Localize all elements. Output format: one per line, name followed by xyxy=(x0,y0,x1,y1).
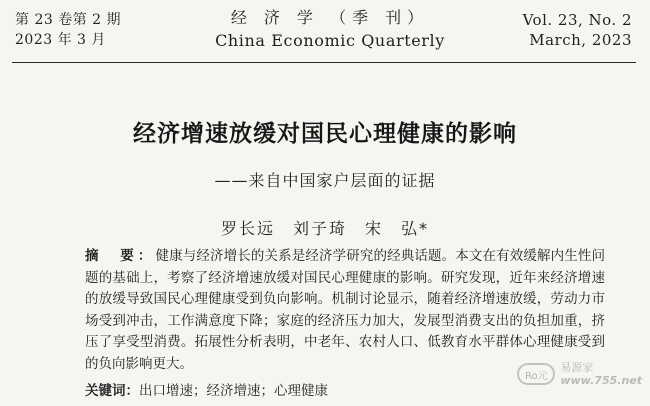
issue-info-en xyxy=(523,10,632,50)
author-list: 罗长远 刘子琦 宋 弘* xyxy=(220,219,429,238)
keywords xyxy=(85,381,328,401)
journal-name-en: China Economic Quarterly xyxy=(215,31,445,50)
watermark-name: 易源家 xyxy=(560,361,594,374)
keywords-text: 出口增速；经济增速；心理健康 xyxy=(139,383,328,399)
site-watermark xyxy=(517,361,642,387)
paper-subtitle: ——来自中国家户层面的证据 xyxy=(214,171,436,190)
issue-info xyxy=(15,10,121,50)
watermark-text xyxy=(560,361,642,387)
volume-issue-en: Vol. 23, No. 2 xyxy=(522,11,632,29)
watermark-url: www.755.net xyxy=(560,374,642,387)
journal-name-cn: 经 济 学 （季 刊） xyxy=(230,8,430,27)
publication-date: 2023 年 3 月 xyxy=(15,32,106,48)
publication-date-en: March, 2023 xyxy=(529,31,632,49)
abstract-label: 摘 要： xyxy=(85,248,156,264)
watermark-logo-icon: Ro元 xyxy=(517,363,555,385)
keywords-label: 关键词： xyxy=(85,383,139,399)
abstract-text: 健康与经济增长的关系是经济学研究的经典话题。本文在有效缓解内生性问题的基础上，考察了经济增速放缓对国民心理健康的影响。研究发现，近年来经济增速的放缓导致国民心理健康受到负向影响。机制讨论显示，随着经济增速放缓，劳动力市场受到冲击，工作满意度下降；家庭的经济压力加大，发展型消费支出的负担加重，挤压了享受型消费。拓展性分析表明，中老年、农村人口、低教育水平群体心理健康受到的负向影响更大。 xyxy=(85,248,605,372)
paper-title: 经济增速放缓对国民心理健康的影响 xyxy=(133,121,517,147)
abstract xyxy=(85,246,605,375)
volume-issue: 第 23 卷第 2 期 xyxy=(15,12,122,28)
journal-name xyxy=(180,8,480,52)
header-rule xyxy=(12,62,636,63)
